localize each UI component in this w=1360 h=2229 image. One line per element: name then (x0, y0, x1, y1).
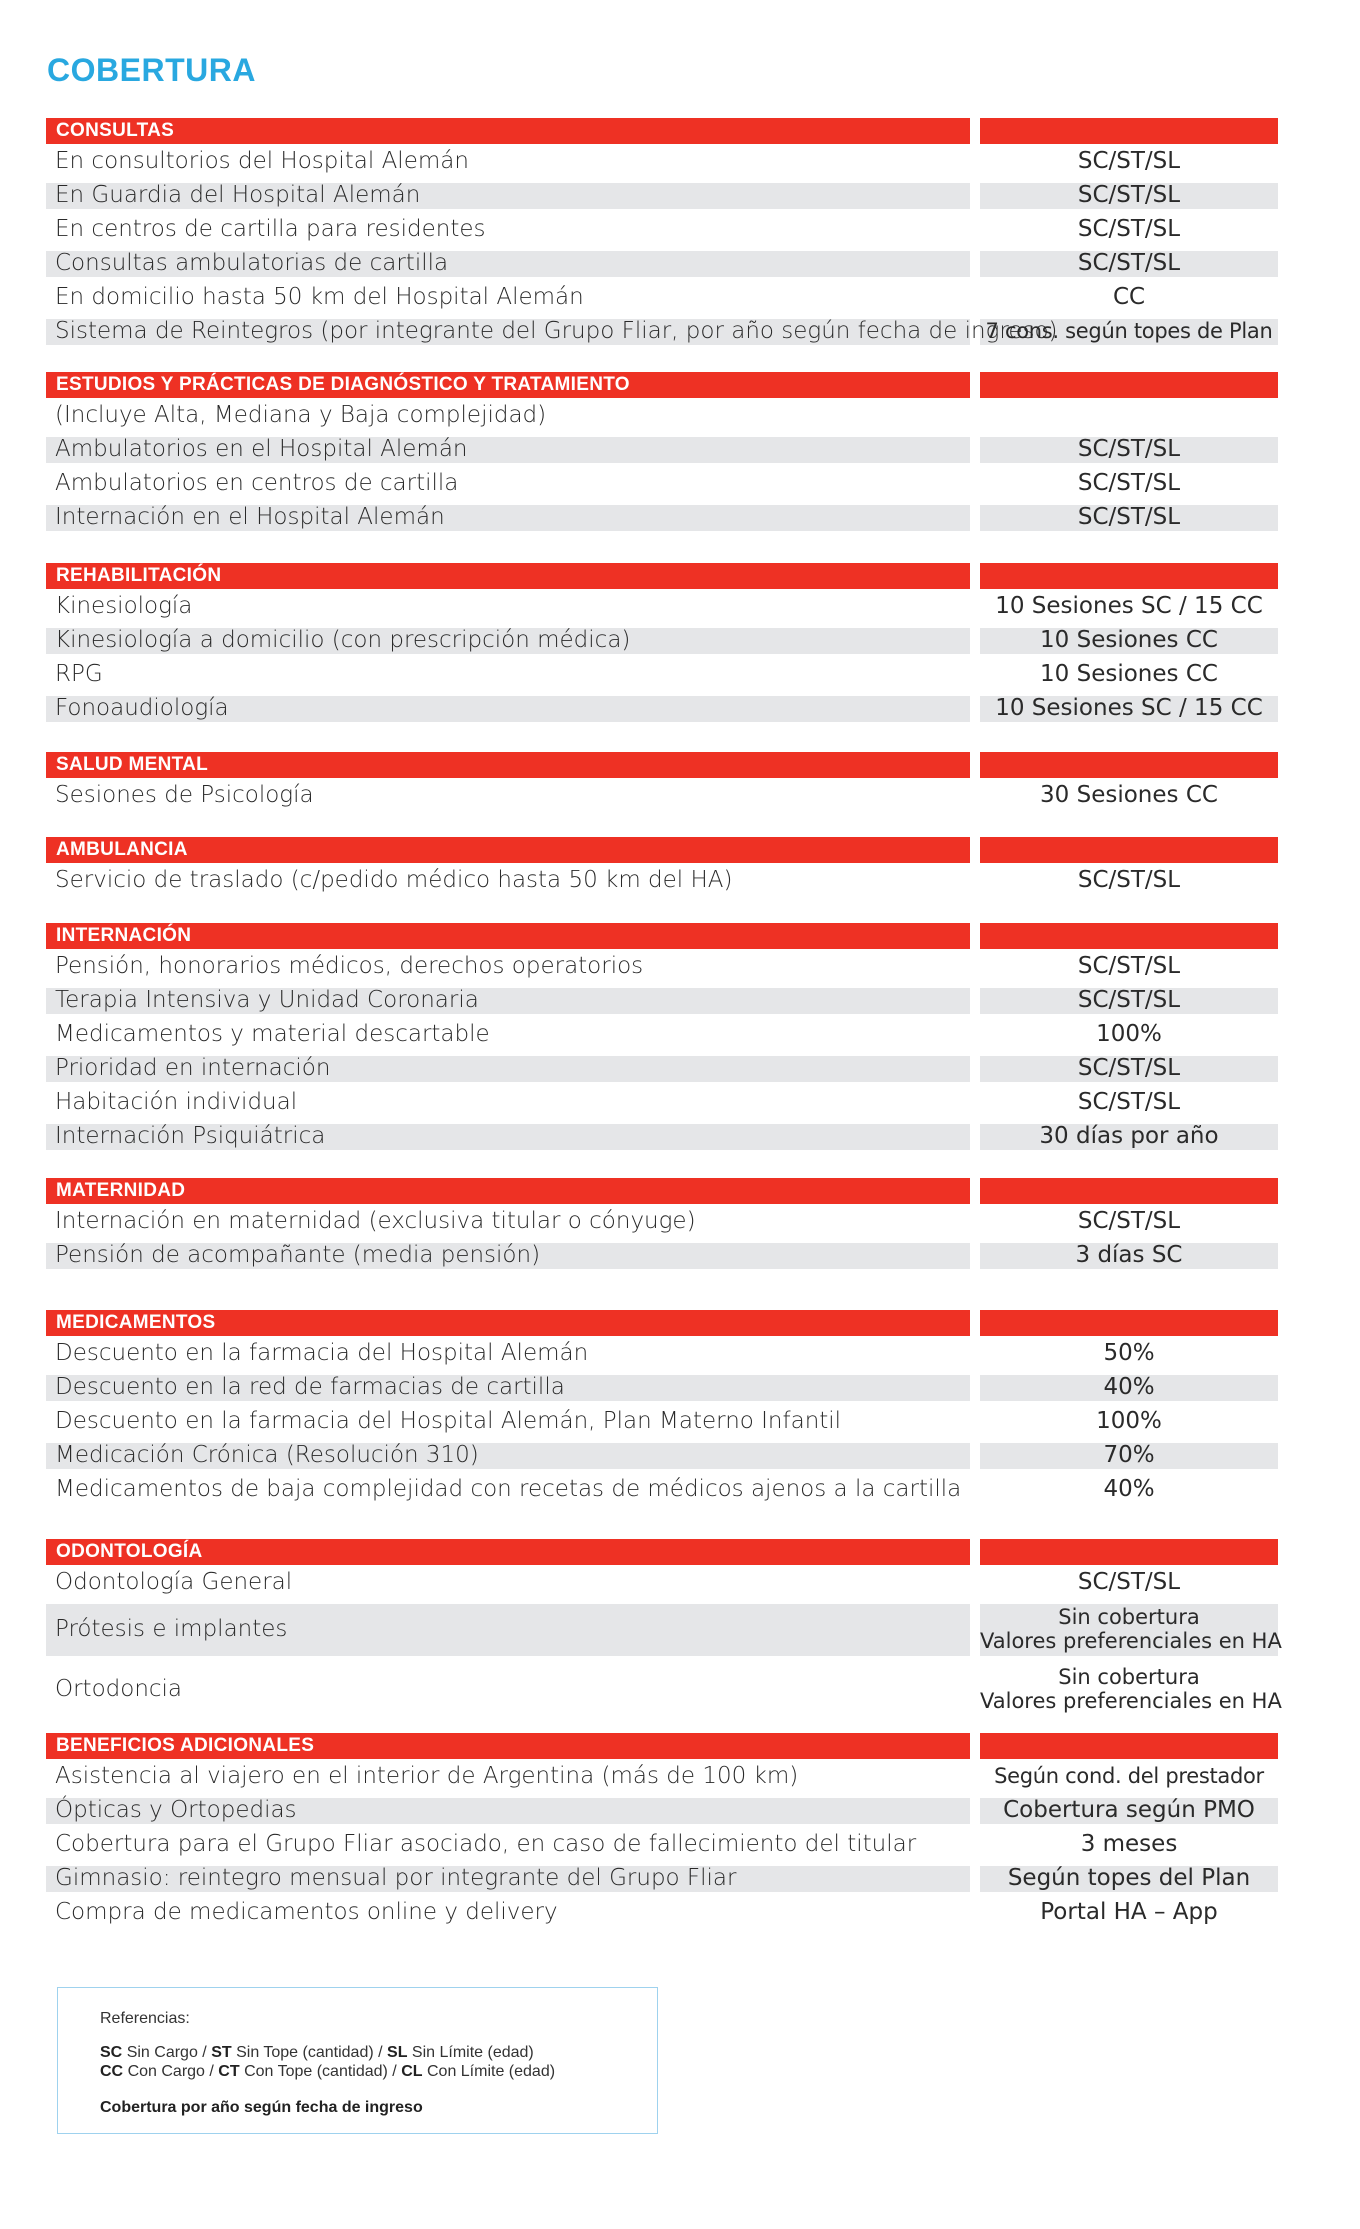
table-row (0, 1565, 1360, 1599)
coverage-value-line: Valores preferenciales en HA (980, 1689, 1282, 1713)
section-header-bar-value (980, 1310, 1278, 1336)
benefit-label: RPG (55, 661, 103, 687)
benefit-label: Habitación individual (55, 1089, 298, 1115)
coverage-value: 70% (1103, 1442, 1155, 1468)
ref-code: SL (387, 2044, 408, 2061)
benefit-label: Kinesiología (55, 593, 193, 619)
benefit-label: Medicamentos y material descartable (55, 1021, 490, 1047)
benefit-label: Ambulatorios en el Hospital Alemán (55, 436, 468, 462)
table-row (0, 144, 1360, 178)
section-heading: SALUD MENTAL (56, 754, 209, 775)
coverage-value: Portal HA – App (1040, 1899, 1218, 1925)
coverage-value: SC/ST/SL (1077, 1055, 1181, 1081)
table-row (0, 1404, 1360, 1438)
coverage-value (980, 1659, 1282, 1719)
section-header-bar-value (980, 837, 1278, 863)
coverage-value: SC/ST/SL (1077, 1569, 1181, 1595)
table-row (0, 1119, 1360, 1153)
section-header-bar-value (980, 752, 1278, 778)
section (0, 372, 1360, 534)
benefit-label: Servicio de traslado (c/pedido médico hasta 50 km del HA) (55, 867, 733, 893)
table-row (0, 1895, 1360, 1929)
references-note: Cobertura por año según fecha de ingreso (100, 2099, 423, 2116)
section-heading: CONSULTAS (56, 120, 175, 141)
coverage-value: SC/ST/SL (1077, 1208, 1181, 1234)
section-heading: MEDICAMENTOS (56, 1312, 216, 1333)
coverage-value: 10 Sesiones CC (1040, 627, 1218, 653)
coverage-value-line: Valores preferenciales en HA (980, 1629, 1282, 1653)
benefit-label: Compra de medicamentos online y delivery (55, 1899, 558, 1925)
table-row (0, 246, 1360, 280)
table-row (0, 398, 1360, 432)
table-row (0, 1085, 1360, 1119)
section (0, 837, 1360, 897)
benefit-label: (Incluye Alta, Mediana y Baja complejidad) (55, 402, 547, 428)
section-header-bar-value (980, 118, 1278, 144)
section (0, 1310, 1360, 1506)
table-row (0, 778, 1360, 812)
section-header-bar-value (980, 1539, 1278, 1565)
coverage-value: 10 Sesiones CC (1040, 661, 1218, 687)
coverage-value: Según cond. del prestador (994, 1764, 1264, 1788)
benefit-label: Ópticas y Ortopedias (55, 1797, 297, 1823)
section-header (0, 1539, 1360, 1565)
benefit-label: Fonoaudiología (55, 695, 229, 721)
references-line-1: SC Sin Cargo / ST Sin Tope (cantidad) / SL Sin Límite (edad) (100, 2044, 534, 2061)
row-label-cell (46, 662, 970, 688)
section-heading: MATERNIDAD (56, 1180, 186, 1201)
ref-text: Sin Límite (edad) (411, 2044, 534, 2061)
benefit-label: Sistema de Reintegros (por integrante del Grupo Fliar, por año según fecha de ingreso) (55, 318, 1058, 344)
row-label-cell (46, 1664, 970, 1716)
table-row (0, 1827, 1360, 1861)
table-row (0, 1204, 1360, 1238)
ref-code: CL (401, 2063, 423, 2080)
table-row (0, 691, 1360, 725)
page-title: COBERTURA (47, 52, 256, 88)
table-row (0, 1438, 1360, 1472)
section-header (0, 372, 1360, 398)
coverage-value: Cobertura según PMO (1003, 1797, 1255, 1823)
table-row (0, 1599, 1360, 1659)
table-row (0, 657, 1360, 691)
coverage-value: 3 días SC (1075, 1242, 1183, 1268)
table-row (0, 1238, 1360, 1272)
table-row (0, 623, 1360, 657)
table-row (0, 1336, 1360, 1370)
coverage-value (980, 1599, 1282, 1659)
section-heading: ODONTOLOGÍA (56, 1541, 203, 1562)
ref-text: Con Límite (edad) (426, 2063, 556, 2080)
benefit-label: Ortodoncia (55, 1676, 183, 1702)
coverage-value: 50% (1103, 1340, 1155, 1366)
section-header-bar-value (980, 1178, 1278, 1204)
section-header (0, 118, 1360, 144)
benefit-label: En Guardia del Hospital Alemán (55, 182, 421, 208)
benefit-label: Gimnasio: reintegro mensual por integrante del Grupo Fliar (55, 1865, 737, 1891)
ref-code: SC (100, 2044, 123, 2061)
section-header (0, 563, 1360, 589)
ref-text: Sin Cargo (126, 2044, 198, 2061)
table-row (0, 1861, 1360, 1895)
coverage-value: SC/ST/SL (1077, 182, 1181, 208)
coverage-value: SC/ST/SL (1077, 436, 1181, 462)
coverage-value: 40% (1103, 1374, 1155, 1400)
section-heading: INTERNACIÓN (56, 925, 192, 946)
table-row (0, 212, 1360, 246)
table-row (0, 589, 1360, 623)
coverage-value: 100% (1096, 1021, 1162, 1047)
table-row (0, 1051, 1360, 1085)
section-header (0, 1178, 1360, 1204)
section-heading: AMBULANCIA (56, 839, 188, 860)
coverage-value-line: Sin cobertura (1058, 1665, 1200, 1689)
benefit-label: Internación en el Hospital Alemán (55, 504, 445, 530)
benefit-label: Cobertura para el Grupo Fliar asociado, en caso de fallecimiento del titular (55, 1831, 917, 1857)
benefit-label: Prioridad en internación (55, 1055, 331, 1081)
table-row (0, 466, 1360, 500)
table-row (0, 1472, 1360, 1506)
benefit-label: Terapia Intensiva y Unidad Coronaria (55, 987, 479, 1013)
benefit-label: Pensión de acompañante (media pensión) (55, 1242, 541, 1268)
ref-code: ST (211, 2044, 232, 2061)
section-header (0, 752, 1360, 778)
benefit-label: En centros de cartilla para residentes (55, 216, 486, 242)
coverage-value: SC/ST/SL (1077, 250, 1181, 276)
references-line-2: CC Con Cargo / CT Con Tope (cantidad) / CL Con Límite (edad) (100, 2063, 556, 2080)
coverage-value: Según topes del Plan (1007, 1865, 1251, 1891)
benefit-label: Odontología General (55, 1569, 293, 1595)
ref-code: CC (100, 2063, 124, 2080)
section-header-bar-value (980, 923, 1278, 949)
section-header (0, 923, 1360, 949)
coverage-value: SC/ST/SL (1077, 953, 1181, 979)
benefit-label: En domicilio hasta 50 km del Hospital Alemán (55, 284, 584, 310)
benefit-label: Medicación Crónica (Resolución 310) (55, 1442, 479, 1468)
section (0, 1539, 1360, 1719)
benefit-label: Consultas ambulatorias de cartilla (55, 250, 449, 276)
table-row (0, 1659, 1360, 1719)
coverage-value: SC/ST/SL (1077, 216, 1181, 242)
coverage-value: 30 Sesiones CC (1040, 782, 1218, 808)
benefit-label: Ambulatorios en centros de cartilla (55, 470, 459, 496)
section-header (0, 1733, 1360, 1759)
section-heading: ESTUDIOS Y PRÁCTICAS DE DIAGNÓSTICO Y TRATAMIENTO (56, 374, 630, 395)
section-heading: BENEFICIOS ADICIONALES (56, 1735, 315, 1756)
coverage-value: 3 meses (1080, 1831, 1178, 1857)
section-header-bar (46, 118, 970, 144)
table-row (0, 1759, 1360, 1793)
section-header-bar-value (980, 1733, 1278, 1759)
benefit-label: Internación Psiquiátrica (55, 1123, 326, 1149)
coverage-value-line: Sin cobertura (1058, 1605, 1200, 1629)
section-header (0, 837, 1360, 863)
ref-text: Con Tope (cantidad) (244, 2063, 388, 2080)
benefit-label: Internación en maternidad (exclusiva titular o cónyuge) (55, 1208, 696, 1234)
ref-text: Con Cargo (127, 2063, 205, 2080)
section-heading: REHABILITACIÓN (56, 565, 222, 586)
table-row (0, 863, 1360, 897)
coverage-value: 10 Sesiones SC / 15 CC (995, 695, 1263, 721)
coverage-value: SC/ST/SL (1077, 987, 1181, 1013)
benefit-label: Descuento en la red de farmacias de cartilla (55, 1374, 565, 1400)
table-row (0, 1017, 1360, 1051)
benefit-label: Descuento en la farmacia del Hospital Alemán, Plan Materno Infantil (55, 1408, 842, 1434)
table-row (0, 178, 1360, 212)
coverage-value: 10 Sesiones SC / 15 CC (995, 593, 1263, 619)
table-row (0, 314, 1360, 348)
benefit-label: Asistencia al viajero en el interior de Argentina (más de 100 km) (55, 1763, 799, 1789)
coverage-value: 30 días por año (1039, 1123, 1219, 1149)
section-header-bar-value (980, 563, 1278, 589)
section (0, 118, 1360, 348)
table-row (0, 432, 1360, 466)
coverage-value: SC/ST/SL (1077, 148, 1181, 174)
ref-code: CT (218, 2063, 240, 2080)
references-title: Referencias: (100, 2010, 190, 2027)
benefit-label: Kinesiología a domicilio (con prescripción médica) (55, 627, 631, 653)
coverage-value: SC/ST/SL (1077, 470, 1181, 496)
section-header (0, 1310, 1360, 1336)
coverage-value: 100% (1096, 1408, 1162, 1434)
benefit-label: En consultorios del Hospital Alemán (55, 148, 469, 174)
coverage-value: 40% (1103, 1476, 1155, 1502)
coverage-value: SC/ST/SL (1077, 867, 1181, 893)
coverage-value: SC/ST/SL (1077, 1089, 1181, 1115)
benefit-label: Sesiones de Psicología (55, 782, 314, 808)
benefit-label: Descuento en la farmacia del Hospital Alemán (55, 1340, 589, 1366)
section (0, 1178, 1360, 1272)
table-row (0, 500, 1360, 534)
section (0, 1733, 1360, 1929)
coverage-value (980, 398, 1278, 432)
table-row (0, 280, 1360, 314)
benefit-label: Medicamentos de baja complejidad con recetas de médicos ajenos a la cartilla (55, 1476, 962, 1502)
coverage-value: SC/ST/SL (1077, 504, 1181, 530)
section (0, 923, 1360, 1153)
coverage-value: CC (1112, 284, 1146, 310)
ref-text: Sin Tope (cantidad) (236, 2044, 374, 2061)
table-row (0, 1793, 1360, 1827)
table-row (0, 1370, 1360, 1404)
references-box (57, 1987, 658, 2134)
benefit-label: Prótesis e implantes (55, 1616, 288, 1642)
section (0, 752, 1360, 812)
section-header-bar-value (980, 372, 1278, 398)
section (0, 563, 1360, 725)
benefit-label: Pensión, honorarios médicos, derechos operatorios (55, 953, 644, 979)
coverage-value: 7 cons. según topes de Plan (985, 319, 1273, 343)
table-row (0, 949, 1360, 983)
table-row (0, 983, 1360, 1017)
